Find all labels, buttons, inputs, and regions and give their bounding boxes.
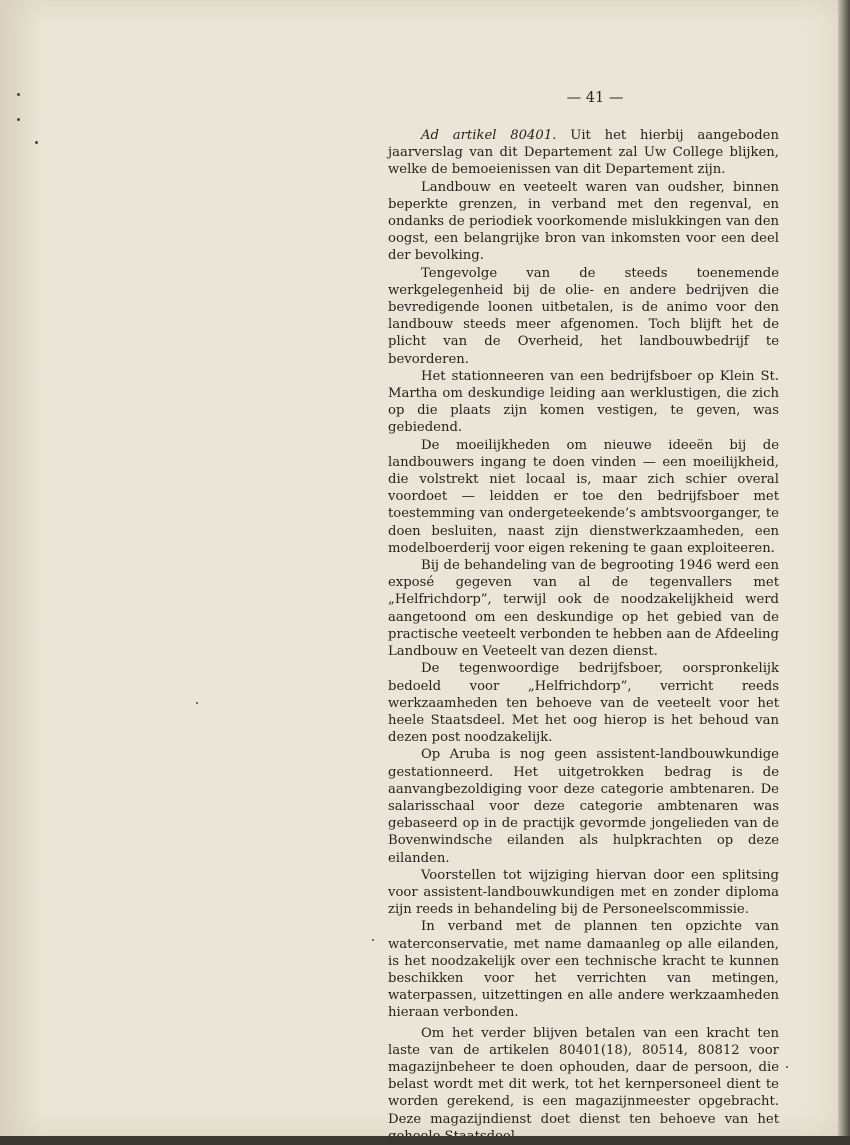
paragraph-1-text: Uit het hierbij aangeboden jaarverslag van dit Departement zal Uw College blijken, welke de bemoeienissen van dit Departement zijn.	[388, 128, 779, 178]
paragraph-6: Bij de behandeling van de begrooting 1946 werd een exposé gegeven van al de tegenvallers met „Helfrichdorp”, terwijl ook de noodzakelijkheid werd aangetoond om een deskundige op het gebied van de practische veeteelt verbonden te hebben aan de Afdeeling Landbouw en Veeteelt van dezen dienst.	[388, 558, 779, 660]
body-text	[388, 127, 779, 1145]
scan-edge-right	[838, 0, 850, 1142]
paragraph-5: De moeilijkheden om nieuwe ideeën bij de landbouwers ingang te doen vinden — een moeilijkheid, die volstrekt niet locaal is, maar zich schier overal voordoet — leidden er toe den bedrijfsboer met toestemming van ondergeteekende’s ambtsvoorganger, te doen besluiten, naast zijn dienstwerkzaamheden, een modelboerderij voor eigen rekening te gaan exploiteeren.	[388, 437, 779, 556]
paragraph-8: Op Aruba is nog geen assistent-landbouwkundige gestationneerd. Het uitgetrokken bedrag is de aanvangbezoldiging voor deze categorie ambtenaren. De salarisschaal voor deze categorie ambtenaren was gebaseerd op in de practijk gevormde jongelieden van de Bovenwindsche eilanden als hulpkrachten op deze eilanden.	[388, 747, 779, 866]
paragraph-2: Landbouw en veeteelt waren van oudsher, binnen beperkte grenzen, in verband met den regenval, en ondanks de periodiek voorkomende mislukkingen van den oogst, een belangrijke bron van inkomsten voor een deel der bevolking.	[388, 179, 779, 264]
paragraph-7: De tegenwoordige bedrijfsboer, oorspronkelijk bedoeld voor „Helfrichdorp”, verricht reeds werkzaamheden ten behoeve van de veeteelt voor het heele Staatsdeel. Met het oog hierop is het behoud van dezen post noodzakelijk.	[388, 661, 779, 746]
paper-speck	[196, 702, 198, 704]
paper-speck	[35, 141, 38, 144]
page-number: — 41 —	[566, 90, 624, 106]
paragraph-3: Tengevolge van de steeds toenemende werkgelegenheid bij de olie- en andere bedrijven die bevredigende loonen uitbetalen, is de animo voor den landbouw steeds meer afgenomen. Toch blijft het de plicht van de Overheid, het landbouwbedrijf te bevorderen.	[388, 265, 779, 367]
paragraph-4: Het stationneeren van een bedrijfsboer op Klein St. Martha om deskundige leiding aan werklustigen, die zich op die plaats zijn komen vestigen, te geven, was gebiedend.	[388, 368, 779, 436]
paper-speck	[17, 118, 20, 121]
paragraph-1	[388, 127, 779, 179]
paragraph-11: Om het verder blijven betalen van een kracht ten laste van de artikelen 80401(18), 80514, 80812 voor magazijnbeheer te doen ophouden, daar de persoon, die belast wordt met dit werk, tot het kernpersoneel dient te worden gerekend, is een magazijnmeester opgebracht. Deze magazijndienst doet dienst ten behoeve van het	[388, 1025, 779, 1127]
paragraph-10: In verband met de plannen ten opzichte van waterconservatie, met name damaanleg op alle eilanden, is het noodzakelijk over een technische kracht te kunnen beschikken voor het verrichten van metingen, waterpassen, uitzettingen en alle andere werkzaamheden hieraan verbonden.	[388, 919, 779, 1021]
paragraph-9: Voorstellen tot wijziging hiervan door een splitsing voor assistent-landbouwkundigen met en zonder diploma zijn reeds in behandeling bij de Personeelscommissie.	[388, 867, 779, 918]
paper-speck	[786, 1066, 788, 1068]
scan-edge-bottom	[0, 1136, 850, 1142]
binding-shadow	[0, 0, 42, 1136]
paper-speck	[372, 939, 374, 941]
paper-speck	[17, 93, 20, 96]
article-reference: Ad artikel 80401.	[421, 128, 557, 143]
